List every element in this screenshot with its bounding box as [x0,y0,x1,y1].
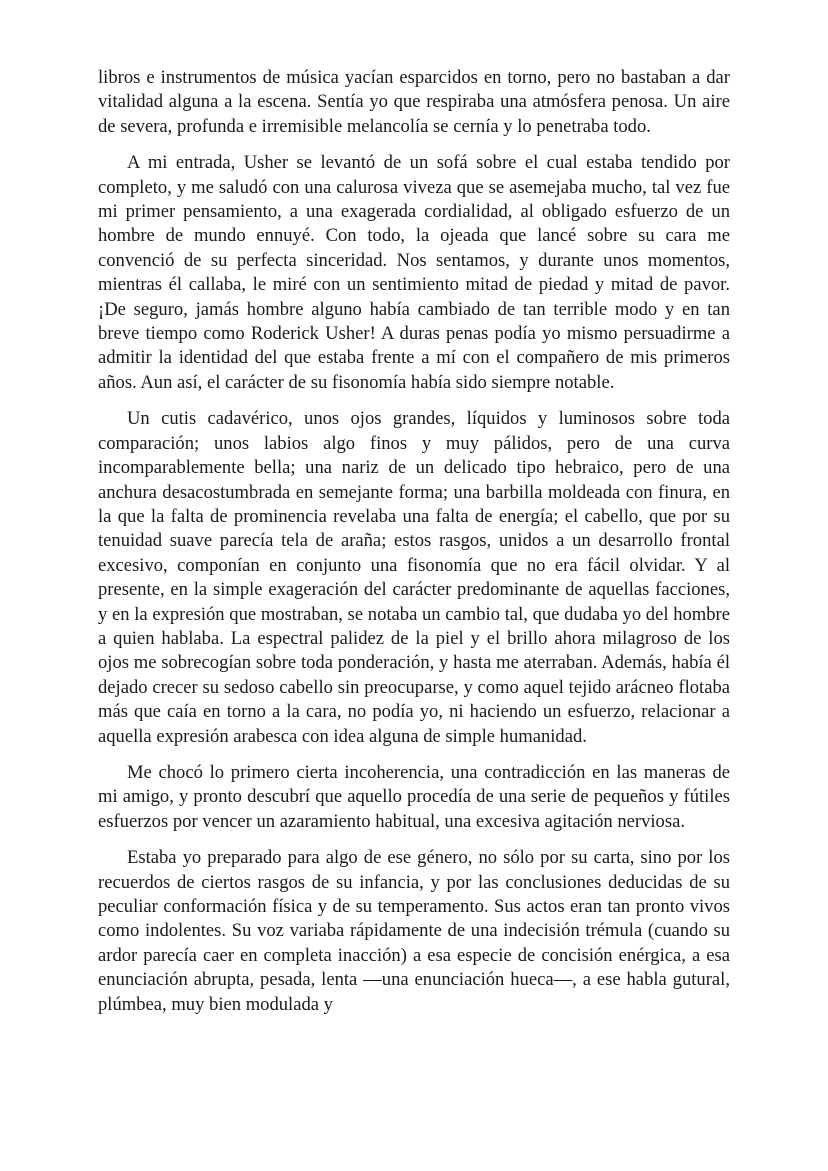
paragraph-usher-description: Un cutis cadavérico, unos ojos grandes, líquidos y luminosos sobre toda comparación; unos labios algo finos y muy pálidos, pero de una curva incomparablemente bella; una nariz de un delicado tipo hebraico, pero de una anchura desacostumbrada en semejante forma; una barbilla moldeada con finura, en la que la falta de prominencia revelaba una falta de energía; el cabello, que por su tenuidad suave parecía tela de araña; estos rasgos, unidos a un desarrollo frontal excesivo, componían en conjunto una fisonomía que no era fácil olvidar. Y al presente, en la simple exageración del carácter predominante de aquellas facciones, y en la expresión que mostraban, se notaba un cambio tal, que dudaba yo del hombre a quien hablaba. La espectral palidez de la piel y el brillo ahora milagroso de los ojos me sobrecogían sobre toda ponderación, y hasta me aterraban. Además, había él dejado crecer su sedoso cabello sin preocuparse, y como aquel tejido arácneo flotaba más que caía en torno a la cara, no podía yo, ni haciendo un esfuerzo, relacionar a aquella expresión arabesca con idea alguna de simple humanidad. [98,408,730,747]
paragraph-continuation: libros e instrumentos de música yacían esparcidos en torno, pero no bastaban a dar vitalidad alguna a la escena. Sentía yo que respiraba una atmósfera penosa. Un aire de severa, profunda e irremisible melancolía se cernía y lo penetraba todo. [98,67,730,137]
paragraph-usher-greeting: A mi entrada, Usher se levantó de un sofá sobre el cual estaba tendido por completo, y me saludó con una calurosa viveza que se asemejaba mucho, tal vez fue mi primer pensamiento, a una exagerada cordialidad, al obligado esfuerzo de un hombre de mundo ennuyé. Con todo, la ojeada que lancé sobre su cara me convenció de su perfecta sinceridad. Nos sentamos, y durante unos momentos, mientras él callaba, le miré con un sentimiento mitad de piedad y mitad de pavor. ¡De seguro, jamás hombre alguno había cambiado de tan terrible modo y en tan breve tiempo como Roderick Usher! A duras penas podía yo mismo persuadirme a admitir la identidad del que estaba frente a mí con el compañero de mis primeros años. Aun así, el carácter de su fisonomía había sido siempre notable. [98,152,730,393]
paragraph-voice: Estaba yo preparado para algo de ese género, no sólo por su carta, sino por los recuerdos de ciertos rasgos de su infancia, y por las conclusiones deducidas de su peculiar conformación física y de su temperamento. Sus actos eran tan pronto vivos como indolentes. Su voz variaba rápidamente de una indecisión trémula (cuando su ardor parecía caer en completa inacción) a esa especie de concisión enérgica, a esa enunciación abrupta, pesada, lenta —una enunciación hueca—, a ese habla gutural, plúmbea, muy bien modulada y [98,847,730,1015]
page-body [98,66,730,1029]
paragraph-incoherence: Me chocó lo primero cierta incoherencia, una contradicción en las maneras de mi amigo, y pronto descubrí que aquello procedía de una serie de pequeños y fútiles esfuerzos por vencer un azaramiento habitual, una excesiva agitación nerviosa. [98,761,730,832]
